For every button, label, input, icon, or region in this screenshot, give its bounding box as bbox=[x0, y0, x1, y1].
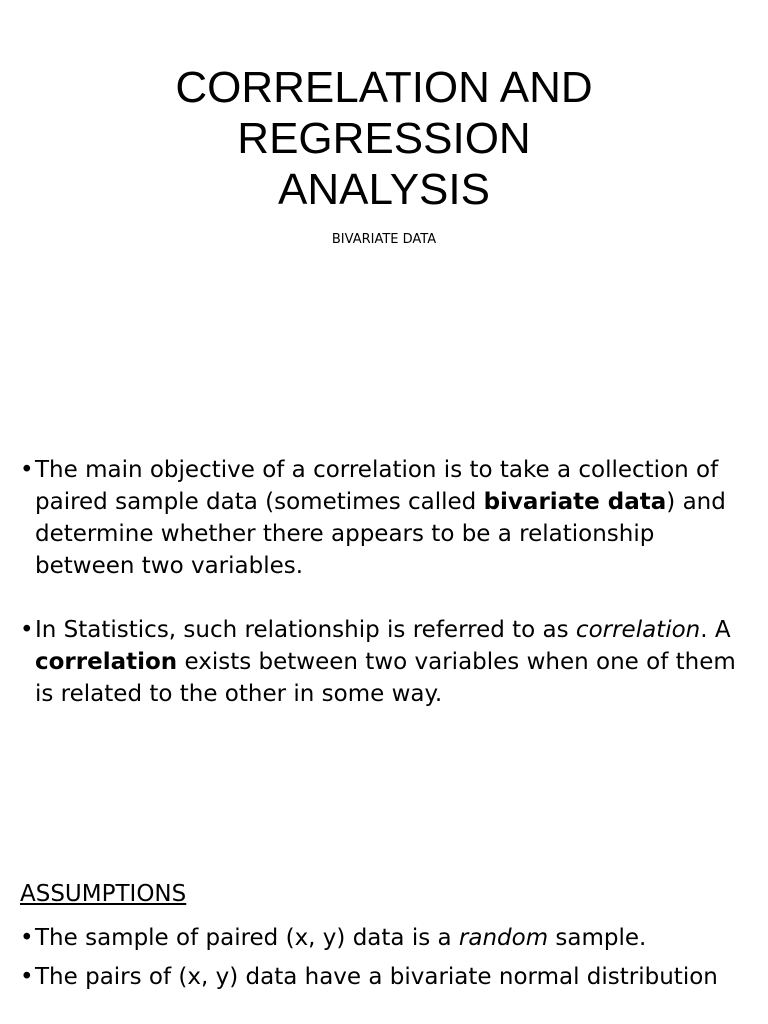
slide-title bbox=[60, 62, 708, 215]
bullet-bold-term: bivariate data bbox=[483, 489, 667, 515]
bullet-text: exists between two variables when one of them is related to the other in some way. bbox=[35, 649, 736, 707]
bullet-text: . A bbox=[700, 617, 731, 643]
title-slide bbox=[0, 0, 768, 420]
bullet-icon: • bbox=[20, 964, 34, 990]
assumptions-heading: ASSUMPTIONS bbox=[20, 881, 187, 907]
bullet-italic-term: correlation bbox=[575, 617, 701, 643]
bullet-item-correlation-definition bbox=[20, 614, 750, 710]
bullet-text: The main objective of a correlation is to take a collection of paired sample data (sometimes called bbox=[35, 457, 719, 515]
bullet-icon: • bbox=[20, 457, 34, 483]
bullet-text: sample. bbox=[548, 925, 647, 951]
bullet-text: The sample of paired (x, y) data is a bbox=[35, 925, 459, 951]
slide-title-line-1: CORRELATION AND bbox=[175, 63, 593, 112]
bullet-icon: • bbox=[20, 925, 34, 951]
bullet-bold-term: correlation bbox=[35, 649, 178, 675]
definition-bullet-list bbox=[20, 454, 750, 710]
bullet-text: The pairs of (x, y) data have a bivariate normal distribution bbox=[35, 964, 718, 990]
assumptions-bullet-list bbox=[20, 922, 750, 993]
bullet-text: ) and determine whether there appears to be a relationship between two variables. bbox=[35, 489, 726, 579]
slide-title-line-2: REGRESSION bbox=[237, 114, 531, 163]
slide-subtitle: BIVARIATE DATA bbox=[331, 232, 437, 247]
bullet-text: In Statistics, such relationship is referred to as bbox=[35, 617, 576, 643]
bullet-italic-term: random bbox=[458, 925, 549, 951]
bullet-item-objective bbox=[20, 454, 750, 582]
bullet-icon: • bbox=[20, 617, 34, 643]
bullet-item-random-sample bbox=[20, 922, 750, 954]
bullet-item-normal-distribution bbox=[20, 961, 750, 993]
slide-title-line-3: ANALYSIS bbox=[278, 165, 490, 214]
